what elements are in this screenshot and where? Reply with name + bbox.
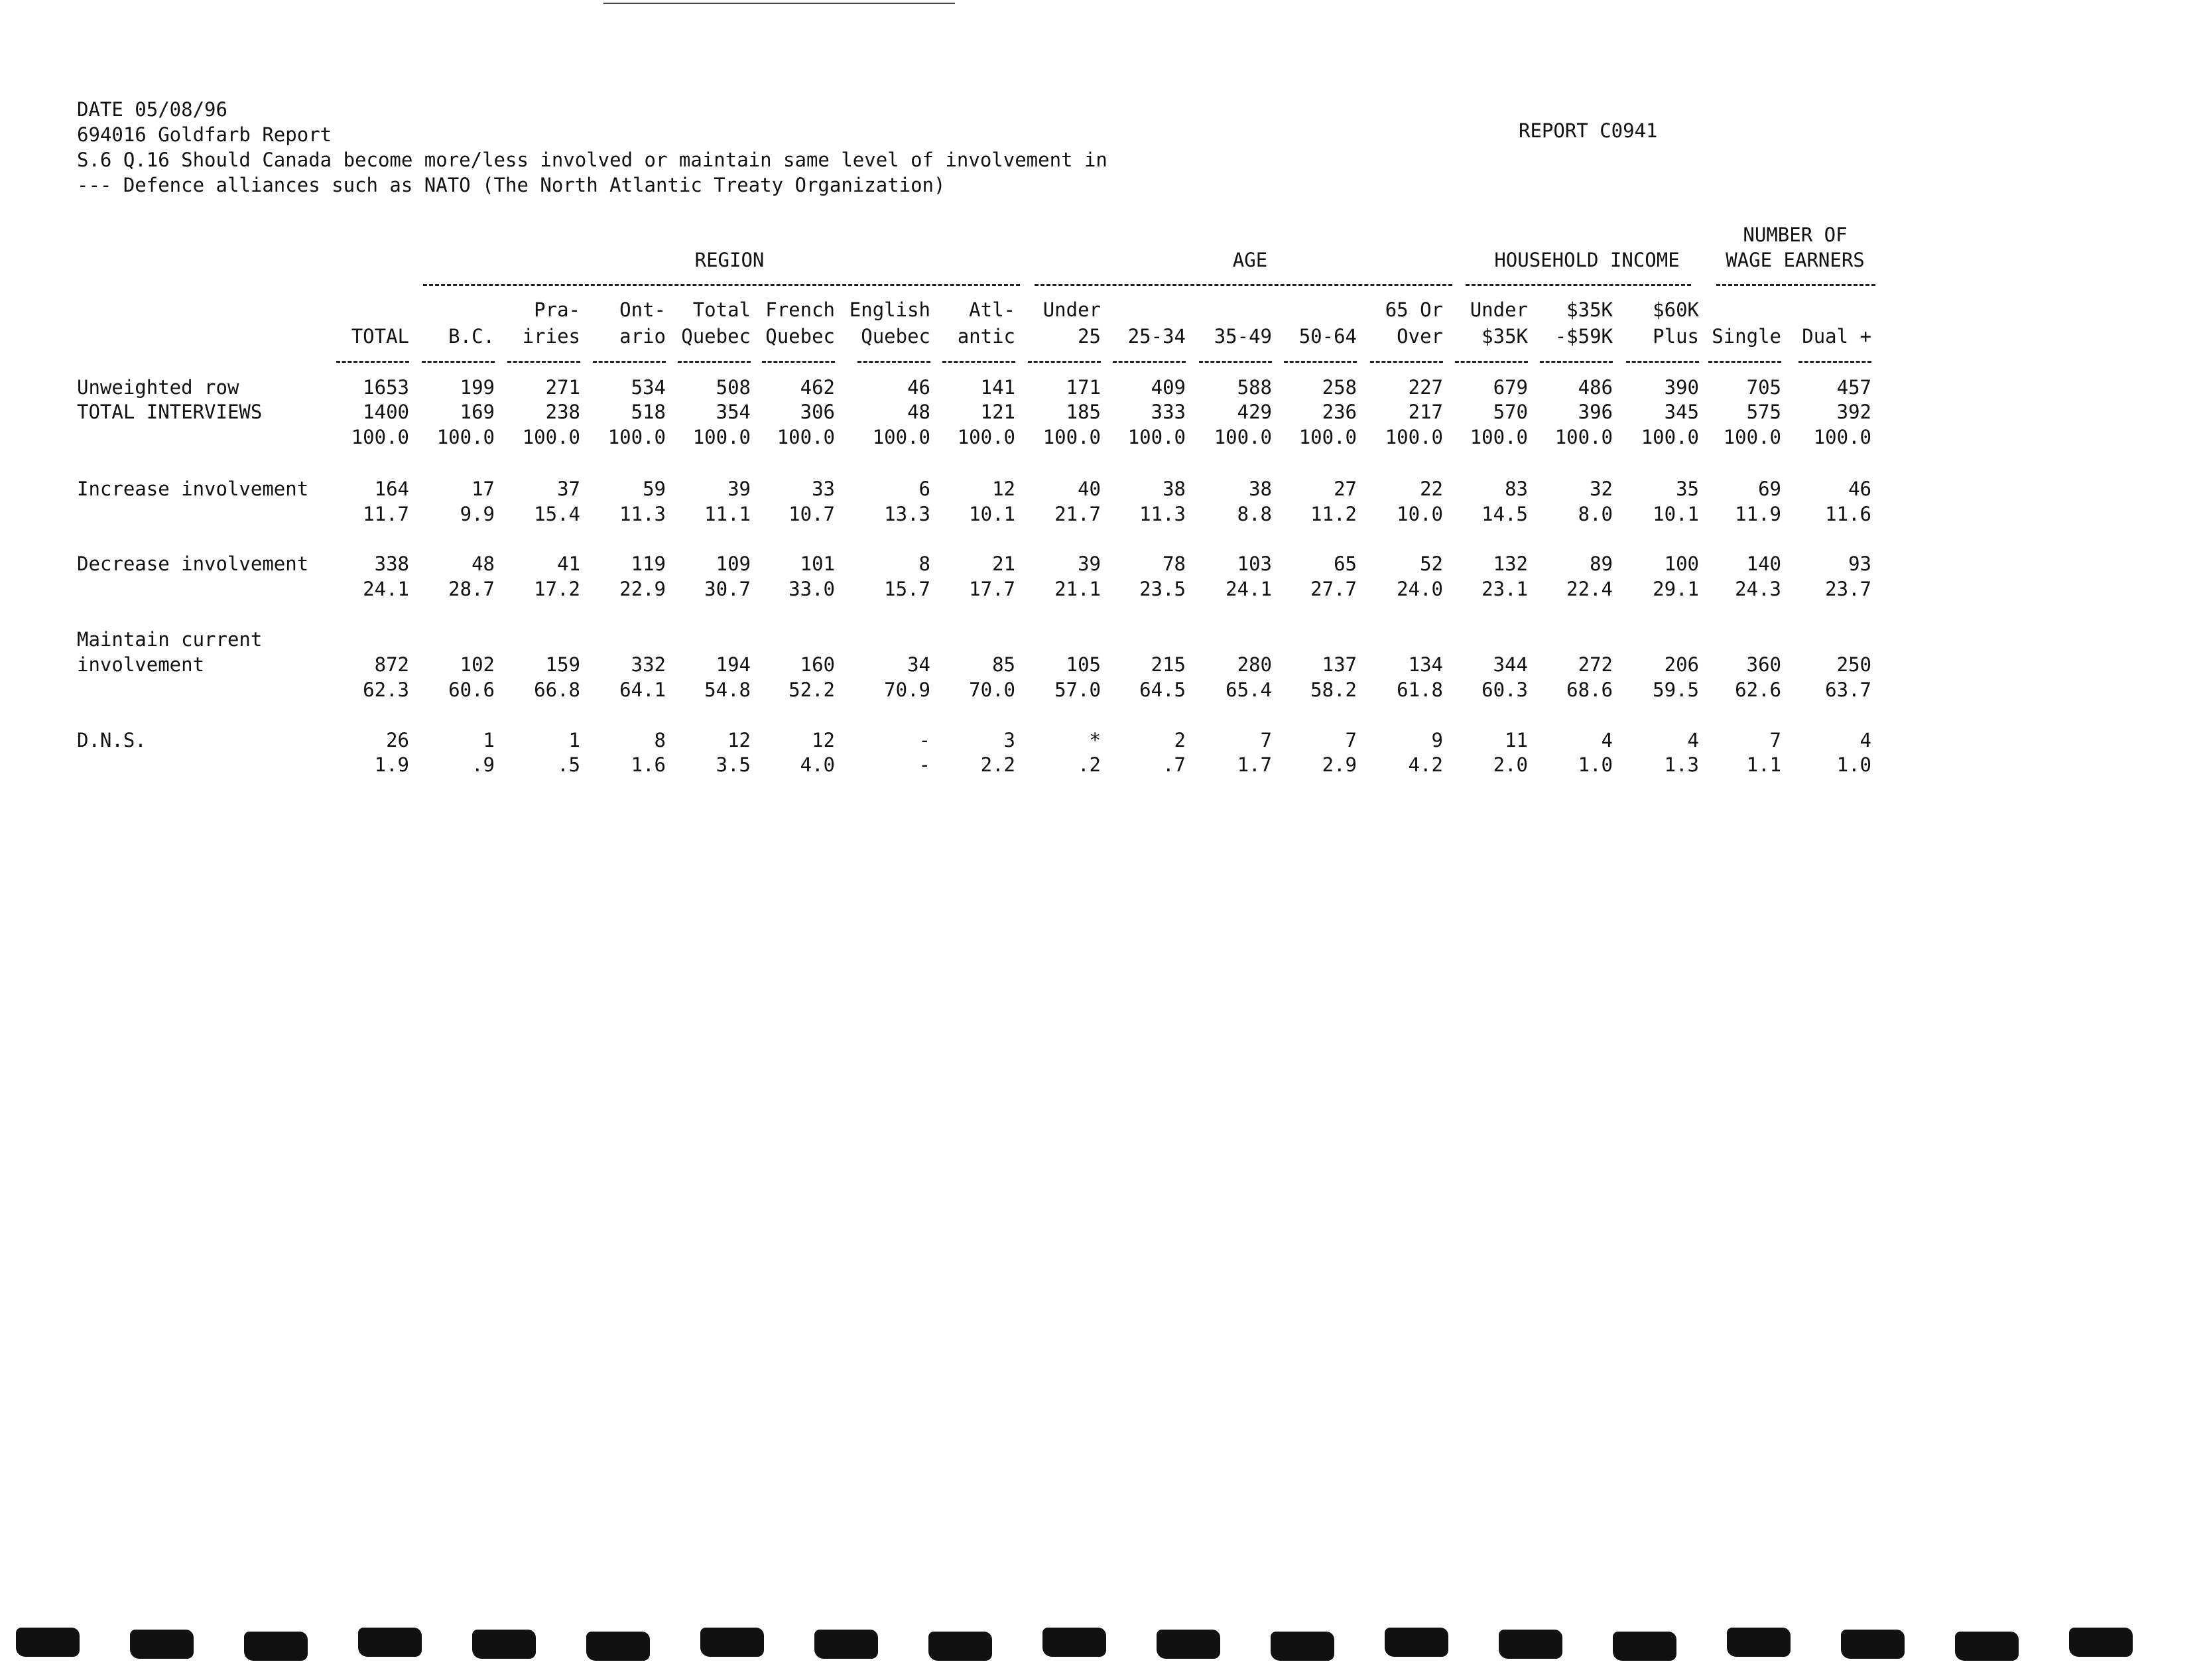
table-cell: 69 <box>1758 478 1781 500</box>
table-cell: 21 <box>992 552 1015 575</box>
table-cell: 332 <box>631 653 666 676</box>
subquestion-text: --- Defence alliances such as NATO (The North Atlantic Treaty Organization) <box>77 174 946 196</box>
table-cell: 70.0 <box>969 678 1015 701</box>
table-cell: 13.3 <box>884 503 930 525</box>
column-header-line2: 35-49 <box>1214 325 1272 348</box>
column-header-line2: -$59K <box>1554 325 1613 348</box>
table-cell: 100.0 <box>607 426 666 448</box>
table-cell: 12 <box>727 729 751 751</box>
table-cell: * <box>1089 729 1101 751</box>
table-cell: 11.6 <box>1825 503 1871 525</box>
table-cell: 24.3 <box>1735 578 1781 600</box>
question-text: S.6 Q.16 Should Canada become more/less involved or maintain same level of involvement in <box>77 149 1107 171</box>
column-header-underline <box>1284 361 1357 363</box>
column-header-line1: Atl- <box>969 298 1015 321</box>
table-cell: 457 <box>1836 376 1871 399</box>
table-cell: 17 <box>472 478 495 500</box>
table-cell: 7 <box>1345 729 1357 751</box>
table-cell: 8.8 <box>1237 503 1272 525</box>
column-header-line2: Single <box>1712 325 1781 348</box>
table-cell: 65 <box>1334 552 1357 575</box>
punch-hole-mark <box>2069 1628 2133 1657</box>
table-cell: 333 <box>1151 401 1186 423</box>
table-cell: 1400 <box>363 401 409 423</box>
table-cell: 2.2 <box>980 753 1015 776</box>
table-cell: 101 <box>800 552 835 575</box>
table-cell: 12 <box>992 478 1015 500</box>
table-cell: 1.3 <box>1664 753 1699 776</box>
table-cell: 37 <box>557 478 580 500</box>
table-cell: 272 <box>1578 653 1613 676</box>
table-cell: 508 <box>716 376 751 399</box>
table-cell: - <box>918 729 930 751</box>
table-cell: 1.6 <box>631 753 666 776</box>
punch-hole-mark <box>358 1628 422 1657</box>
table-cell: 2.9 <box>1322 753 1357 776</box>
column-header-underline <box>857 361 930 363</box>
column-header-line2: Dual + <box>1802 325 1871 348</box>
row-label: D.N.S. <box>77 729 147 751</box>
column-header-line1: Under <box>1470 298 1528 321</box>
group-region: REGION <box>694 249 765 271</box>
scan-edge-line <box>603 3 955 4</box>
table-cell: 78 <box>1163 552 1186 575</box>
punch-hole-mark <box>1727 1628 1791 1657</box>
punch-hole-mark <box>814 1630 878 1659</box>
column-header-underline <box>593 361 666 363</box>
table-cell: 409 <box>1151 376 1186 399</box>
table-cell: 679 <box>1493 376 1528 399</box>
table-cell: 28.7 <box>448 578 495 600</box>
column-header-line2: 25-34 <box>1127 325 1186 348</box>
column-header-underline <box>762 361 835 363</box>
table-cell: .7 <box>1163 753 1186 776</box>
table-cell: 100.0 <box>777 426 835 448</box>
column-header-underline <box>1199 361 1272 363</box>
table-cell: 17.2 <box>534 578 580 600</box>
row-label: Maintain current <box>77 628 263 651</box>
table-cell: 33.0 <box>788 578 835 600</box>
punch-hole-mark <box>1385 1628 1448 1657</box>
table-cell: 24.1 <box>1226 578 1272 600</box>
table-cell: 100.0 <box>1298 426 1357 448</box>
table-cell: 2 <box>1174 729 1186 751</box>
column-header-line2: Quebec <box>861 325 930 348</box>
table-cell: 83 <box>1505 478 1528 500</box>
table-cell: 575 <box>1746 401 1781 423</box>
table-cell: 3 <box>1003 729 1015 751</box>
column-header-underline <box>942 361 1015 363</box>
punch-hole-mark <box>1955 1632 2019 1661</box>
row-label: Decrease involvement <box>77 552 309 575</box>
column-header-line2: B.C. <box>448 325 495 348</box>
table-cell: 17.7 <box>969 578 1015 600</box>
table-cell: 15.7 <box>884 578 930 600</box>
table-cell: 21.7 <box>1054 503 1101 525</box>
table-cell: 100.0 <box>1042 426 1101 448</box>
column-header-underline <box>1370 361 1443 363</box>
table-cell: 11.3 <box>619 503 666 525</box>
table-cell: 93 <box>1848 552 1871 575</box>
table-cell: 137 <box>1322 653 1357 676</box>
table-cell: 4 <box>1601 729 1613 751</box>
punch-hole-mark <box>244 1632 308 1661</box>
table-cell: 30.7 <box>704 578 751 600</box>
wage-underline <box>1716 284 1875 286</box>
table-cell: - <box>918 753 930 776</box>
table-cell: 100.0 <box>522 426 580 448</box>
group-wage-earners-line1: NUMBER OF <box>1743 224 1848 246</box>
table-cell: 215 <box>1151 653 1186 676</box>
table-cell: 54.8 <box>704 678 751 701</box>
binder-holes <box>0 1618 2205 1671</box>
punch-hole-mark <box>16 1628 80 1657</box>
table-cell: 100.0 <box>1470 426 1528 448</box>
table-cell: 1.7 <box>1237 753 1272 776</box>
table-cell: 345 <box>1664 401 1699 423</box>
report-name: 694016 Goldfarb Report <box>77 123 332 146</box>
column-header-line1: French <box>765 298 835 321</box>
report-date: DATE 05/08/96 <box>77 98 227 121</box>
table-cell: 46 <box>907 376 930 399</box>
table-cell: 206 <box>1664 653 1699 676</box>
column-header-line2: Quebec <box>765 325 835 348</box>
table-cell: 105 <box>1066 653 1101 676</box>
column-header-line1: Total <box>692 298 751 321</box>
table-cell: 8 <box>918 552 930 575</box>
table-cell: 58.2 <box>1310 678 1357 701</box>
table-cell: 588 <box>1237 376 1272 399</box>
table-cell: 41 <box>557 552 580 575</box>
table-cell: 3.5 <box>716 753 751 776</box>
table-cell: 1.0 <box>1836 753 1871 776</box>
table-cell: 100.0 <box>1554 426 1613 448</box>
table-cell: 185 <box>1066 401 1101 423</box>
table-cell: 134 <box>1408 653 1443 676</box>
table-cell: 85 <box>992 653 1015 676</box>
table-cell: 1.9 <box>374 753 409 776</box>
punch-hole-mark <box>1499 1630 1562 1659</box>
row-label: TOTAL INTERVIEWS <box>77 401 263 423</box>
punch-hole-mark <box>1841 1630 1905 1659</box>
table-cell: 2.0 <box>1493 753 1528 776</box>
column-header-underline <box>1455 361 1528 363</box>
table-cell: 338 <box>374 552 409 575</box>
column-header-line1: English <box>849 298 930 321</box>
table-cell: 63.7 <box>1825 678 1871 701</box>
column-header-line1: $35K <box>1566 298 1613 321</box>
table-cell: 9 <box>1431 729 1443 751</box>
table-cell: 64.1 <box>619 678 666 701</box>
table-cell: 62.3 <box>363 678 409 701</box>
punch-hole-mark <box>472 1630 536 1659</box>
table-cell: 10.7 <box>788 503 835 525</box>
table-cell: 534 <box>631 376 666 399</box>
table-cell: 1.1 <box>1746 753 1781 776</box>
table-cell: 60.6 <box>448 678 495 701</box>
punch-hole-mark <box>1042 1628 1106 1657</box>
table-cell: 258 <box>1322 376 1357 399</box>
table-cell: 100.0 <box>351 426 409 448</box>
table-cell: 238 <box>545 401 580 423</box>
column-header-line2: iries <box>522 325 580 348</box>
table-cell: 33 <box>812 478 835 500</box>
table-cell: 159 <box>545 653 580 676</box>
table-cell: 236 <box>1322 401 1357 423</box>
table-cell: 15.4 <box>534 503 580 525</box>
row-label: Unweighted row <box>77 376 239 399</box>
column-header-line1: Pra- <box>534 298 580 321</box>
table-cell: 7 <box>1769 729 1781 751</box>
table-cell: 10.1 <box>969 503 1015 525</box>
table-cell: 164 <box>374 478 409 500</box>
table-cell: 64.5 <box>1139 678 1186 701</box>
table-cell: 7 <box>1260 729 1272 751</box>
table-cell: 306 <box>800 401 835 423</box>
table-cell: 48 <box>472 552 495 575</box>
table-cell: 100.0 <box>436 426 495 448</box>
table-cell: 1 <box>568 729 580 751</box>
table-cell: 140 <box>1746 552 1781 575</box>
table-cell: 705 <box>1746 376 1781 399</box>
table-cell: 100.0 <box>692 426 751 448</box>
table-cell: 100.0 <box>1723 426 1781 448</box>
table-cell: 24.1 <box>363 578 409 600</box>
table-cell: 217 <box>1408 401 1443 423</box>
table-cell: 100 <box>1664 552 1699 575</box>
age-underline <box>1035 284 1452 286</box>
table-cell: 59.5 <box>1653 678 1699 701</box>
table-cell: 21.1 <box>1054 578 1101 600</box>
table-cell: 35 <box>1676 478 1699 500</box>
table-cell: 4 <box>1687 729 1699 751</box>
table-cell: 392 <box>1836 401 1871 423</box>
table-cell: 10.0 <box>1397 503 1443 525</box>
table-cell: 1.0 <box>1578 753 1613 776</box>
column-header-underline <box>507 361 580 363</box>
punch-hole-mark <box>700 1628 764 1657</box>
row-label: Increase involvement <box>77 478 309 500</box>
table-cell: 61.8 <box>1397 678 1443 701</box>
group-wage-earners-line2: WAGE EARNERS <box>1726 249 1865 271</box>
table-cell: 12 <box>812 729 835 751</box>
table-cell: 4.2 <box>1408 753 1443 776</box>
punch-hole-mark <box>586 1632 650 1661</box>
table-cell: 10.1 <box>1653 503 1699 525</box>
column-header-underline <box>1113 361 1186 363</box>
table-cell: 102 <box>460 653 495 676</box>
group-household-income: HOUSEHOLD INCOME <box>1494 249 1680 271</box>
table-cell: 1 <box>483 729 495 751</box>
table-cell: 100.0 <box>1813 426 1871 448</box>
table-cell: 160 <box>800 653 835 676</box>
table-cell: 59 <box>643 478 666 500</box>
table-cell: 23.5 <box>1139 578 1186 600</box>
column-header-line2: Quebec <box>681 325 751 348</box>
table-cell: .9 <box>472 753 495 776</box>
table-cell: 60.3 <box>1481 678 1528 701</box>
table-cell: 22 <box>1420 478 1443 500</box>
table-cell: 46 <box>1848 478 1871 500</box>
table-cell: 11 <box>1505 729 1528 751</box>
column-header-underline <box>678 361 751 363</box>
table-cell: 23.7 <box>1825 578 1871 600</box>
table-cell: 11.7 <box>363 503 409 525</box>
table-cell: 34 <box>907 653 930 676</box>
punch-hole-mark <box>1157 1630 1220 1659</box>
table-cell: 100.0 <box>872 426 930 448</box>
report-id: REPORT C0941 <box>1519 119 1658 142</box>
column-header-underline <box>1626 361 1699 363</box>
table-cell: 171 <box>1066 376 1101 399</box>
table-cell: 1653 <box>363 376 409 399</box>
table-cell: 9.9 <box>460 503 495 525</box>
group-age: AGE <box>1232 249 1268 271</box>
table-cell: 169 <box>460 401 495 423</box>
table-cell: 109 <box>716 552 751 575</box>
income-underline <box>1466 284 1691 286</box>
table-cell: 40 <box>1078 478 1101 500</box>
table-cell: 39 <box>727 478 751 500</box>
column-header-line2: antic <box>957 325 1015 348</box>
table-cell: 8 <box>654 729 666 751</box>
table-cell: 27 <box>1334 478 1357 500</box>
table-cell: 570 <box>1493 401 1528 423</box>
column-header-line1: 65 Or <box>1385 298 1443 321</box>
punch-hole-mark <box>1613 1632 1676 1661</box>
table-cell: 250 <box>1836 653 1871 676</box>
row-label: involvement <box>77 653 205 676</box>
table-cell: 354 <box>716 401 751 423</box>
table-cell: 48 <box>907 401 930 423</box>
punch-hole-mark <box>1271 1632 1334 1661</box>
table-cell: 32 <box>1590 478 1613 500</box>
table-cell: 11.2 <box>1310 503 1357 525</box>
column-header-line2: Plus <box>1653 325 1699 348</box>
table-cell: 38 <box>1249 478 1272 500</box>
table-cell: 103 <box>1237 552 1272 575</box>
table-cell: 66.8 <box>534 678 580 701</box>
column-header-line1: Under <box>1042 298 1101 321</box>
table-cell: 29.1 <box>1653 578 1699 600</box>
table-cell: 65.4 <box>1226 678 1272 701</box>
table-cell: 100.0 <box>957 426 1015 448</box>
column-header-line2: 50-64 <box>1298 325 1357 348</box>
table-cell: 70.9 <box>884 678 930 701</box>
table-cell: 396 <box>1578 401 1613 423</box>
table-cell: 57.0 <box>1054 678 1101 701</box>
table-cell: .5 <box>557 753 580 776</box>
table-cell: 8.0 <box>1578 503 1613 525</box>
column-header-line2: 25 <box>1078 325 1101 348</box>
table-cell: 22.9 <box>619 578 666 600</box>
table-cell: 141 <box>980 376 1015 399</box>
table-cell: 344 <box>1493 653 1528 676</box>
punch-hole-mark <box>130 1630 194 1659</box>
column-header-underline <box>1798 361 1871 363</box>
table-cell: 38 <box>1163 478 1186 500</box>
table-cell: 100.0 <box>1641 426 1699 448</box>
column-header-line2: TOTAL <box>351 325 409 348</box>
column-header-underline <box>1540 361 1613 363</box>
table-cell: 26 <box>386 729 409 751</box>
table-cell: 4 <box>1859 729 1871 751</box>
column-header-line2: $35K <box>1481 325 1528 348</box>
column-header-underline <box>422 361 495 363</box>
table-cell: 11.9 <box>1735 503 1781 525</box>
punch-hole-mark <box>928 1632 992 1661</box>
table-cell: 100.0 <box>1214 426 1272 448</box>
table-cell: 27.7 <box>1310 578 1357 600</box>
table-cell: 100.0 <box>1385 426 1443 448</box>
table-cell: 119 <box>631 552 666 575</box>
table-cell: 518 <box>631 401 666 423</box>
table-cell: 132 <box>1493 552 1528 575</box>
table-cell: .2 <box>1078 753 1101 776</box>
table-cell: 227 <box>1408 376 1443 399</box>
table-cell: 280 <box>1237 653 1272 676</box>
table-cell: 11.1 <box>704 503 751 525</box>
column-header-underline <box>1708 361 1781 363</box>
column-header-line2: ario <box>619 325 666 348</box>
column-header-line2: Over <box>1397 325 1443 348</box>
table-cell: 52.2 <box>788 678 835 701</box>
table-cell: 6 <box>918 478 930 500</box>
table-cell: 68.6 <box>1566 678 1613 701</box>
table-cell: 62.6 <box>1735 678 1781 701</box>
table-cell: 24.0 <box>1397 578 1443 600</box>
table-cell: 11.3 <box>1139 503 1186 525</box>
table-cell: 121 <box>980 401 1015 423</box>
table-cell: 52 <box>1420 552 1443 575</box>
table-cell: 429 <box>1237 401 1272 423</box>
table-cell: 390 <box>1664 376 1699 399</box>
table-cell: 486 <box>1578 376 1613 399</box>
table-cell: 39 <box>1078 552 1101 575</box>
column-header-line1: Ont- <box>619 298 666 321</box>
table-cell: 462 <box>800 376 835 399</box>
table-cell: 360 <box>1746 653 1781 676</box>
column-header-underline <box>336 361 409 363</box>
table-cell: 23.1 <box>1481 578 1528 600</box>
table-cell: 14.5 <box>1481 503 1528 525</box>
table-cell: 271 <box>545 376 580 399</box>
table-cell: 872 <box>374 653 409 676</box>
table-cell: 22.4 <box>1566 578 1613 600</box>
column-header-underline <box>1028 361 1101 363</box>
table-cell: 100.0 <box>1127 426 1186 448</box>
table-cell: 194 <box>716 653 751 676</box>
region-underline <box>423 284 1020 286</box>
column-header-line1: $60K <box>1653 298 1699 321</box>
table-cell: 4.0 <box>800 753 835 776</box>
table-cell: 199 <box>460 376 495 399</box>
table-cell: 89 <box>1590 552 1613 575</box>
